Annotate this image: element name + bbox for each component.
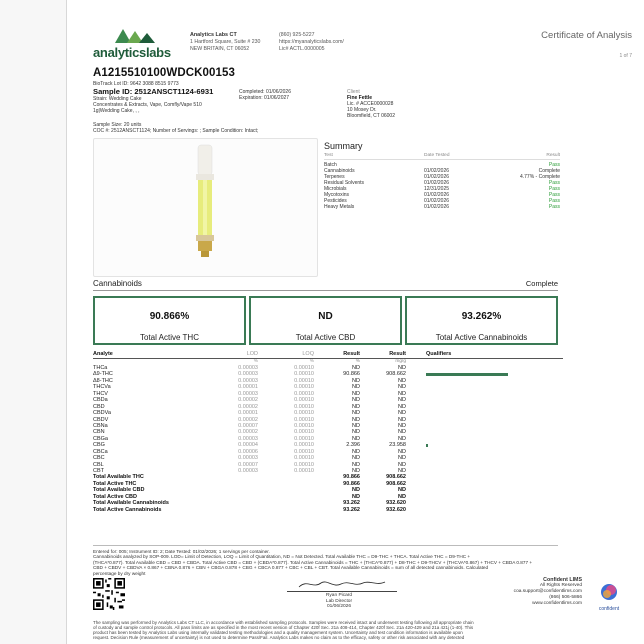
analyte-loq: 0.00010: [294, 416, 314, 423]
analyte-name: CBG: [93, 442, 105, 449]
analyte-result-pct: ND: [352, 435, 360, 442]
client-license: Lic. # ACCE0000028: [347, 101, 394, 107]
total-name: Total Available Cannabinoids: [93, 500, 169, 507]
client-label: Client: [347, 89, 360, 95]
lims-email[interactable]: coa.support@confidentlims.com: [513, 589, 582, 594]
cannabinoids-header: [93, 279, 558, 291]
note-line: (THCA*0.877). Total Available CBD = CBD + CBDA. Total Active CBD = CBD + (CBDA*0.877). Total Active Cannabinoids = THC + (THCA*0.877) + D8-THC + D9-THCV + (THCVA*0.867) + THCV + CBDA 0.877 +: [93, 559, 533, 565]
summary-result: Pass: [548, 186, 560, 192]
analyte-result-mg: ND: [398, 377, 406, 384]
signatory-name: Ryan Picard: [325, 593, 353, 598]
analyte-result-pct: ND: [352, 468, 360, 474]
analyte-name: CBCa: [93, 448, 108, 455]
analyte-name: THCa: [93, 365, 108, 371]
lab-contact: [279, 32, 344, 53]
analyte-result-mg: ND: [398, 468, 406, 474]
lims-info: [514, 577, 582, 607]
summary-result: Pass: [548, 204, 560, 210]
analyte-loq: 0.00010: [294, 429, 314, 436]
analyte-loq: 0.00010: [294, 468, 314, 474]
disclaimer-line: request. Decision Rule (measurement of uncertainty) is not used to determine Pass/Fail. Analytics Labs makes no claim as to the efficacy, safety or other risk associated with any detected: [93, 635, 465, 640]
col-result-mg: Result: [389, 351, 406, 357]
analyte-loq: 0.00010: [294, 448, 314, 455]
unit-result-mg: mg/g: [395, 359, 406, 364]
analyte-loq: 0.00010: [294, 422, 314, 429]
analyte-lod: 0.00007: [238, 461, 258, 468]
disclaimer: [93, 620, 563, 640]
analyte-name: THCVa: [93, 384, 111, 391]
analyte-result-mg: ND: [398, 397, 406, 404]
total-thc-value: 90.866%: [149, 311, 190, 322]
logo-mark-icon: [113, 27, 161, 45]
expiration-date: Expiration: 01/06/2027: [239, 95, 290, 101]
total-thc-box: [93, 296, 246, 345]
analyte-result-mg: ND: [398, 384, 406, 391]
summary-result: Pass: [548, 162, 560, 168]
document-title: Certificate of Analysis: [541, 30, 632, 41]
analyte-lod: 0.00003: [238, 468, 258, 474]
summary-test: Heavy Metals: [324, 204, 355, 210]
client-address-line2: Bloomfield, CT 06002: [347, 113, 395, 119]
qr-code-icon[interactable]: [93, 578, 125, 610]
total-cannabinoids-value: 93.262%: [461, 311, 502, 322]
analyte-name: CBGa: [93, 435, 108, 442]
confident-logo-icon: [600, 583, 618, 601]
total-cbd-label: Total Active CBD: [295, 333, 356, 342]
sample-info: [93, 81, 263, 114]
logo-text: analyticslabs: [93, 45, 171, 60]
analyte-result-pct: ND: [352, 397, 360, 404]
client-name: Fine Fettle: [347, 95, 373, 101]
footnotes: [93, 545, 558, 576]
analyte-name: CBDV: [93, 416, 109, 423]
analyte-name: CBDVa: [93, 410, 111, 417]
analyte-lod: 0.00002: [238, 403, 258, 410]
col-result-pct: Result: [343, 351, 360, 357]
client-info: [347, 89, 395, 119]
lab-address-line1: 1 Hartford Square, Suite # 230: [190, 39, 261, 45]
analyte-result-pct: ND: [352, 429, 360, 436]
confident-logo-text: confident: [598, 606, 620, 612]
analyte-result-mg: ND: [398, 448, 406, 455]
sample-id: Sample ID: 2512ANSCT1124-6931: [93, 87, 214, 96]
total-thc-label: Total Active THC: [140, 333, 199, 342]
analyte-bar: [426, 444, 428, 448]
analyte-loq: 0.00010: [294, 390, 314, 397]
analyte-name: CBD: [93, 403, 105, 410]
analyte-lod: 0.00001: [238, 384, 258, 391]
summary-date: 01/02/2026: [424, 198, 450, 204]
summary-row: [324, 204, 560, 210]
analyte-result-pct: ND: [352, 455, 360, 462]
summary-test: Cannabinoids: [324, 168, 355, 174]
strain: Strain: Wedding Cake: [93, 96, 142, 102]
analyte-loq: 0.00010: [294, 461, 314, 468]
analyte-result-pct: ND: [352, 365, 360, 371]
analyte-lod: 0.00003: [238, 365, 258, 371]
unit-loq: %: [309, 359, 314, 364]
summary-test: Mycotoxins: [324, 192, 350, 198]
analyte-result-mg: ND: [398, 422, 406, 429]
left-margin: [0, 0, 66, 644]
lab-phone: (860) 925-5227: [279, 32, 315, 38]
note-line: percentage by dry weight: [93, 570, 146, 576]
analyte-name: CBC: [93, 455, 105, 462]
analyte-lod: 0.00003: [238, 390, 258, 397]
analyte-result-mg: ND: [398, 416, 406, 423]
analyte-result-mg: 908.662: [386, 371, 406, 378]
summary-panel: [324, 141, 560, 210]
total-result-mg: ND: [398, 487, 406, 494]
lab-logo: [93, 25, 183, 65]
signatory-role: Lab Director: [325, 598, 353, 604]
summary-test: Batch: [324, 162, 337, 168]
analyte-lod: 0.00004: [238, 442, 258, 449]
analyte-result-pct: ND: [352, 384, 360, 391]
lims-title: Confident LIMS: [543, 577, 582, 583]
sample-size: Sample Size: 20 units: [93, 122, 142, 128]
col-lod: LOD: [246, 351, 258, 357]
total-cbd-box: [249, 296, 402, 345]
col-loq: LOQ: [302, 351, 314, 357]
analyte-lod: 0.00001: [238, 410, 258, 417]
product: 1g|Wedding Cake, , ,: [93, 108, 140, 114]
analyte-loq: 0.00010: [294, 403, 314, 410]
note-line: Entered for: 005; Instrument ID: 2; Date Tested: 01/02/2026; 1 servings per container.: [93, 549, 270, 554]
total-cannabinoids-box: [405, 296, 558, 345]
analyte-result-mg: ND: [398, 461, 406, 468]
analyte-result-pct: 90.866: [343, 371, 360, 378]
summary-date: 01/02/2026: [424, 168, 450, 174]
lab-website[interactable]: https://myanalyticslabs.com/: [279, 39, 344, 45]
disclaimer-line: The sampling was performed by Analytics Labs CT LLC, in accordance with established sampling protocols. Samples were received intact and underwent testing following all appropriate chain: [93, 620, 474, 625]
analyte-loq: 0.00010: [294, 377, 314, 384]
analyte-name: CBDa: [93, 397, 108, 404]
total-name: Total Active THC: [93, 480, 137, 487]
summary-header: [324, 153, 560, 160]
sample-dates: [239, 89, 291, 101]
total-result-pct: 93.262: [343, 506, 360, 513]
analyte-result-mg: ND: [398, 365, 406, 371]
analyte-name: Δ8-THC: [93, 377, 113, 384]
analyte-lod: 0.00002: [238, 416, 258, 423]
cannabinoids-title: Cannabinoids: [93, 279, 142, 288]
analyte-bar: [426, 373, 508, 377]
analyte-name: THCV: [93, 390, 108, 397]
analyte-qualifier: [406, 468, 563, 474]
total-result-pct: 90.866: [343, 480, 360, 487]
total-result-mg: 908.662: [386, 480, 406, 487]
cannabinoids-status: Complete: [525, 279, 558, 288]
analyte-lod: 0.00002: [238, 429, 258, 436]
lims-rights: All Rights Reserved: [539, 583, 582, 588]
summary-head-test: Test: [324, 153, 333, 158]
analyte-loq: 0.00010: [294, 410, 314, 417]
total-name: Total Active CBD: [93, 493, 138, 500]
analyte-result-pct: 2.396: [346, 442, 360, 449]
analyte-name: CBN: [93, 429, 105, 436]
signatory: [289, 593, 389, 610]
analyte-lod: 0.00002: [238, 397, 258, 404]
analyte-loq: 0.00010: [294, 442, 314, 449]
total-result-mg: ND: [398, 493, 406, 500]
analyte-result-pct: ND: [352, 422, 360, 429]
lims-phone: (866) 506-5866: [549, 595, 582, 600]
summary-result: Pass: [548, 192, 560, 198]
analyte-result-mg: ND: [398, 435, 406, 442]
col-analyte: Analyte: [93, 351, 113, 357]
table-header: [93, 351, 563, 359]
disclaimer-line: of custody and sample control protocols. All pass limits are as specified in the most recent version of Chapter 420f Sec. 21a 408-414, Chapter 420f Sec. 21a 420-429 and 21a 421j (1-40). This: [93, 625, 474, 630]
summary-result: Complete: [538, 168, 560, 174]
biotrack-lot: BioTrack Lot ID: 9642 3088 8515 9773: [93, 81, 179, 87]
total-name: Total Available CBD: [93, 487, 145, 494]
sample-size-info: [93, 122, 258, 134]
analyte-lod: 0.00003: [238, 377, 258, 384]
category: Concentrates & Extracts, Vape, Comfly/Vape 510: [93, 102, 202, 108]
signatory-date: 01/06/2026: [326, 604, 351, 610]
summary-result: Pass: [548, 180, 560, 186]
total-result-mg: 908.662: [386, 474, 406, 481]
summary-date: 01/02/2026: [424, 174, 450, 180]
summary-result: Pass: [548, 198, 560, 204]
analyte-name: CBL: [93, 461, 104, 468]
analyte-result-pct: ND: [352, 410, 360, 417]
analyte-loq: 0.00010: [294, 365, 314, 371]
analyte-table: [93, 351, 563, 513]
analyte-result-pct: ND: [352, 461, 360, 468]
total-row: [93, 507, 563, 513]
unit-lod: %: [253, 359, 258, 364]
analyte-loq: 0.00010: [294, 455, 314, 462]
coc-line: COC #: 2512ANSCT1124; Number of Servings: ; Sample Condition: Intact;: [93, 128, 259, 134]
analyte-loq: 0.00010: [294, 371, 314, 378]
analyte-result-pct: ND: [352, 390, 360, 397]
summary-head-date: Date Tested: [424, 153, 450, 158]
client-address-line1: 10 Mosey Dr.: [347, 107, 377, 113]
analyte-name: CBNa: [93, 422, 108, 429]
summary-date: 01/02/2026: [424, 192, 450, 198]
summary-test: Pesticides: [324, 198, 347, 204]
lab-address: [190, 32, 260, 53]
analyte-lod: 0.00003: [238, 371, 258, 378]
analyte-lod: 0.00007: [238, 422, 258, 429]
lab-address-line2: NEW BRITAIN, CT 06052: [190, 46, 250, 52]
analyte-loq: 0.00010: [294, 397, 314, 404]
completed-date: Completed: 01/06/2026: [239, 89, 291, 95]
coa-page: [66, 0, 644, 644]
total-result-mg: 932.620: [386, 506, 406, 513]
analyte-result-pct: ND: [352, 377, 360, 384]
analyte-lod: 0.00003: [238, 455, 258, 462]
analyte-result-mg: ND: [398, 429, 406, 436]
summary-date: 01/02/2026: [424, 204, 450, 210]
analyte-result-pct: ND: [352, 448, 360, 455]
summary-date: 12/31/2025: [424, 186, 450, 192]
summary-test: Terpenes: [324, 174, 345, 180]
vape-cartridge-image: [94, 139, 319, 278]
analyte-name: CBT: [93, 468, 104, 474]
note-line: CBD + CBDV + CBDVA × 0.867 + CBNA 0.876 + CBN + CBGA 0.878 + CBG + CBCA 0.877 + CBC + CBL + CBT. Total Available Cannabinoids = sum of all detected cannabinoids. Calculated: [93, 565, 489, 571]
sample-main-id: A1215510100WDCK00153: [93, 67, 236, 79]
analyte-result-mg: ND: [398, 390, 406, 397]
analyte-result-pct: ND: [352, 416, 360, 423]
analyte-result-mg: ND: [398, 455, 406, 462]
summary-date: 01/02/2026: [424, 180, 450, 186]
total-name: Total Available THC: [93, 474, 144, 481]
confident-logo: [594, 583, 624, 612]
total-name: Total Active Cannabinoids: [93, 506, 162, 513]
signature-image: [297, 577, 387, 591]
note-line: Cannabinoids analyzed by SOP-009. LOD= Limit of Detection, LOQ = Limit of Quantitation, ND = Not Detected. Total Available THC = D9-THC + THCA. Total Active THC = D9-THC +: [93, 554, 471, 560]
unit-result-pct: %: [355, 359, 360, 364]
summary-title: Summary: [324, 141, 363, 151]
total-result-pct: ND: [352, 493, 360, 500]
total-cannabinoids-label: Total Active Cannabinoids: [435, 333, 528, 342]
signature-line: [287, 591, 397, 592]
total-result-pct: 93.262: [343, 500, 360, 507]
summary-result: 4.77% - Complete: [519, 174, 560, 180]
analyte-lod: 0.00003: [238, 435, 258, 442]
summary-test: Microbials: [324, 186, 347, 192]
product-photo: [93, 138, 318, 277]
analyte-name: Δ9-THC: [93, 371, 113, 378]
lab-name: Analytics Labs CT: [190, 32, 237, 38]
col-qualifiers: Qualifiers: [426, 351, 452, 357]
analyte-lod: 0.00006: [238, 448, 258, 455]
lab-license: Lic# ACTL.0000005: [279, 46, 325, 52]
analyte-result-pct: ND: [352, 403, 360, 410]
analyte-result-mg: 23.958: [389, 442, 406, 449]
total-cbd-value: ND: [318, 311, 333, 322]
disclaimer-line: product has been tested by Analytics Labs using internally validated testing methodologies and a quality management system. Uncertainty and test condition information is available upon: [93, 630, 463, 635]
summary-head-result: Result: [546, 153, 560, 158]
analyte-result-mg: ND: [398, 403, 406, 410]
analyte-loq: 0.00010: [294, 435, 314, 442]
page-indicator: 1 of 7: [619, 53, 632, 59]
total-result-pct: ND: [352, 487, 360, 494]
total-result-mg: 932.620: [386, 500, 406, 507]
total-result-pct: 90.866: [343, 474, 360, 481]
summary-test: Residual Solvents: [324, 180, 365, 186]
analyte-loq: 0.00010: [294, 384, 314, 391]
lims-web[interactable]: www.confidentlims.com: [532, 601, 582, 606]
analyte-result-mg: ND: [398, 410, 406, 417]
